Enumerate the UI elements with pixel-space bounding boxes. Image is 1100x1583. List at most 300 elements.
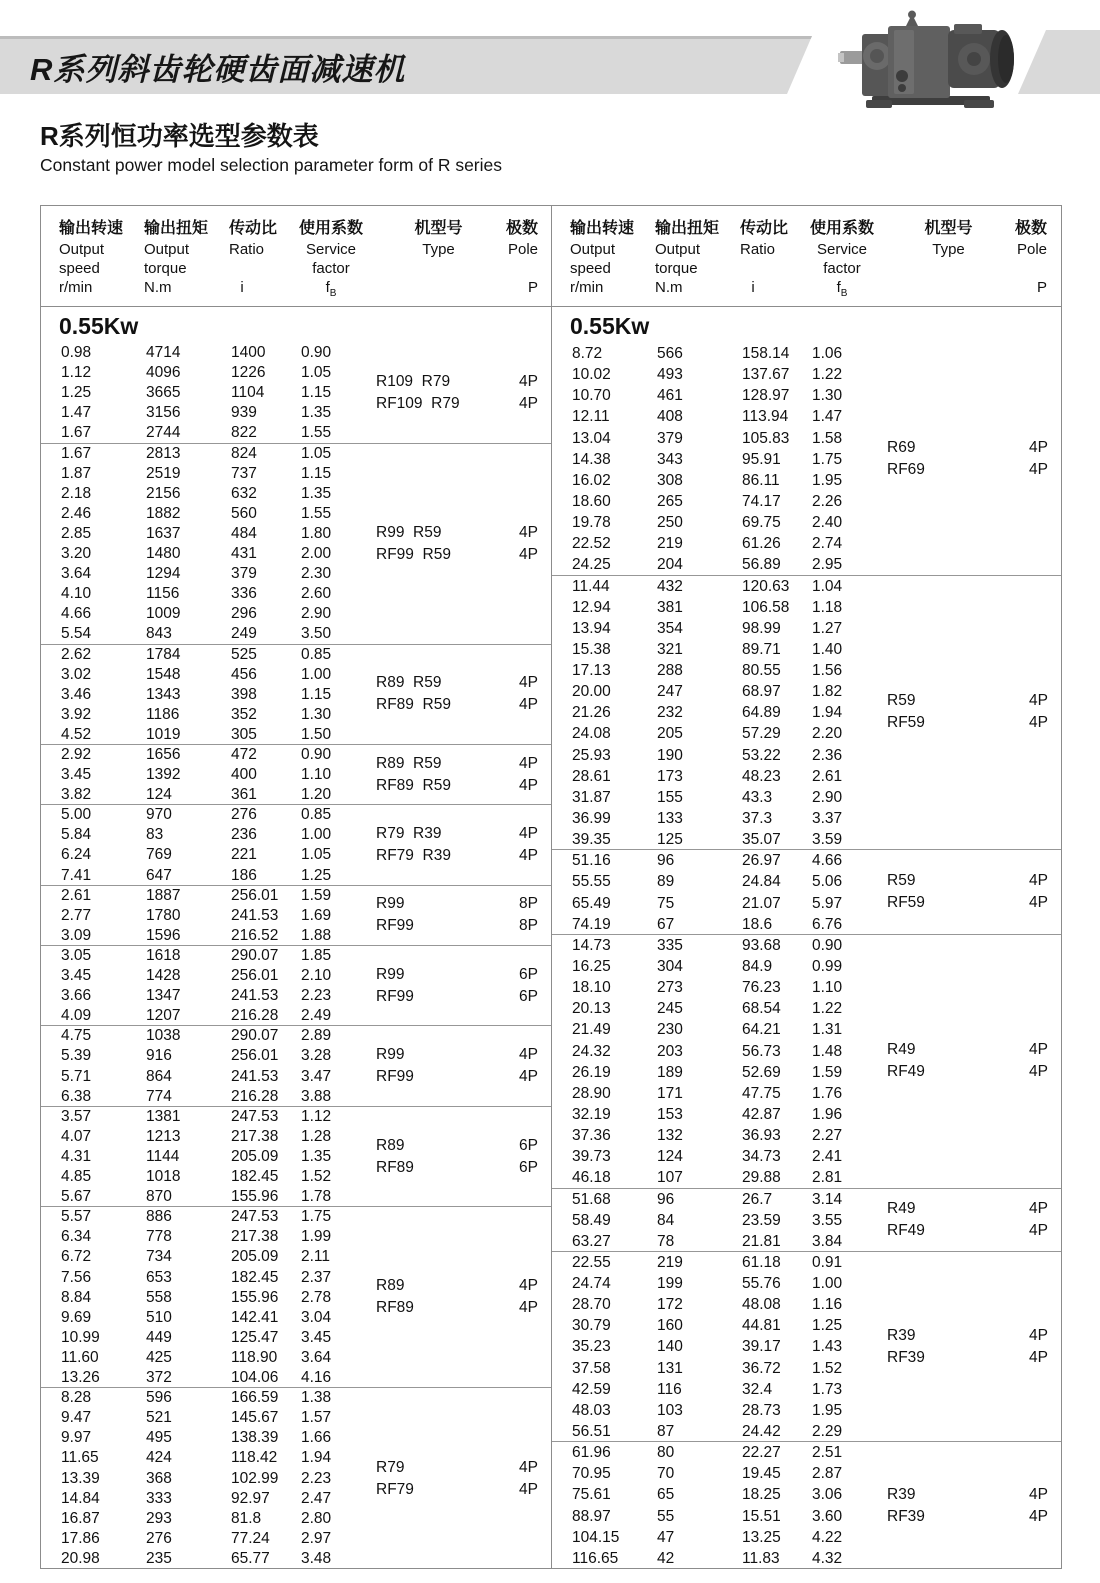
type-pole-block: [376, 371, 538, 415]
factor-cell: 1.00: [301, 826, 332, 844]
table-row: [552, 1548, 1061, 1569]
ratio-cell: 400: [231, 766, 257, 784]
factor-cell: 3.06: [812, 1486, 843, 1504]
torque-cell: 124: [146, 786, 172, 804]
table-row: [41, 1187, 551, 1207]
ratio-cell: 138.39: [231, 1429, 279, 1447]
ratio-cell: 118.90: [231, 1348, 278, 1366]
torque-cell: 67: [657, 915, 675, 933]
table-row: [552, 829, 1061, 850]
speed-cell: 56.51: [572, 1422, 611, 1440]
torque-cell: 1019: [146, 725, 181, 743]
column-header-en: factor: [312, 260, 350, 277]
type-pole-block: [376, 823, 538, 867]
speed-cell: 3.45: [61, 967, 92, 985]
speed-cell: 24.25: [572, 556, 611, 574]
type-line: [376, 1297, 538, 1319]
torque-cell: 276: [146, 1529, 172, 1547]
ratio-cell: 352: [231, 705, 257, 723]
parameter-group: [41, 946, 551, 1026]
factor-cell: 2.27: [812, 1127, 843, 1145]
pole-label: 4P: [1029, 1507, 1048, 1525]
speed-cell: 8.28: [61, 1389, 92, 1407]
torque-cell: 124: [657, 1148, 683, 1166]
torque-cell: 1656: [146, 746, 181, 763]
factor-cell: 2.51: [812, 1444, 843, 1462]
column-header-cn: 输出转速: [570, 220, 635, 237]
factor-cell: 2.30: [301, 565, 332, 583]
torque-cell: 1213: [146, 1127, 181, 1145]
factor-cell: 3.47: [301, 1067, 332, 1085]
power-section-label: 0.55Kw: [59, 313, 139, 339]
table-row: [41, 1107, 551, 1127]
speed-cell: 21.26: [572, 704, 611, 722]
speed-cell: 5.67: [61, 1188, 92, 1206]
torque-cell: 230: [657, 1021, 683, 1039]
ratio-cell: 56.89: [742, 556, 781, 574]
type-pole-block: [376, 672, 538, 716]
type-label: RF89: [376, 1158, 414, 1176]
speed-cell: 10.02: [572, 366, 611, 384]
column-header-unit: [381, 278, 496, 297]
column-header-en: [1005, 259, 1047, 278]
table-row: [552, 745, 1061, 766]
factor-cell: 1.95: [812, 471, 843, 489]
column-header-unit: $f_B$: [836, 279, 848, 299]
factor-cell: 2.78: [301, 1288, 332, 1306]
ratio-cell: 43.3: [742, 788, 773, 806]
speed-cell: 14.84: [61, 1489, 100, 1507]
ratio-cell: 24.84: [742, 873, 781, 891]
factor-cell: 1.82: [812, 683, 843, 701]
table-row: [552, 385, 1061, 406]
speed-cell: 20.13: [572, 1000, 611, 1018]
torque-cell: 1347: [146, 987, 181, 1005]
torque-cell: 864: [146, 1067, 172, 1085]
column-header: [552, 218, 637, 306]
pole-label: 6P: [519, 1158, 538, 1176]
table-row: [41, 1087, 551, 1107]
pole-label: 4P: [519, 776, 538, 794]
speed-cell: 1.12: [61, 364, 92, 382]
torque-cell: 1156: [146, 585, 180, 603]
type-line: [376, 823, 538, 845]
torque-cell: 153: [657, 1105, 683, 1123]
column-header-cn: 传动比: [740, 220, 789, 237]
torque-cell: 734: [146, 1248, 172, 1266]
column-header-unit: N.m: [144, 279, 172, 296]
column-header-en: Output: [655, 241, 701, 258]
factor-cell: 2.90: [812, 788, 843, 806]
parameter-group: [41, 645, 551, 746]
speed-cell: 19.78: [572, 514, 611, 531]
speed-cell: 1.25: [61, 384, 92, 402]
torque-cell: 1887: [146, 886, 181, 904]
table-row: [41, 444, 551, 464]
parameter-group: [41, 805, 551, 885]
ratio-cell: 44.81: [742, 1317, 781, 1335]
factor-cell: 2.23: [301, 1469, 332, 1487]
torque-cell: 843: [146, 625, 172, 643]
factor-cell: 2.37: [301, 1268, 332, 1286]
factor-cell: 2.29: [812, 1422, 843, 1440]
type-label: RF89 R59: [376, 696, 451, 714]
table-row: [552, 406, 1061, 427]
type-label: RF49: [887, 1063, 925, 1081]
column-header-en: Type: [422, 241, 455, 258]
factor-cell: 1.75: [301, 1208, 332, 1226]
speed-cell: 51.16: [572, 852, 611, 870]
factor-cell: 1.35: [301, 484, 332, 502]
type-pole-block: [887, 1325, 1048, 1369]
ratio-cell: 158.14: [742, 345, 790, 362]
ratio-cell: 81.8: [231, 1509, 262, 1527]
speed-cell: 17.86: [61, 1529, 100, 1547]
factor-cell: 1.25: [301, 866, 332, 884]
ratio-cell: 241.53: [231, 987, 279, 1005]
factor-cell: 1.40: [812, 640, 843, 658]
ratio-cell: 560: [231, 504, 257, 522]
ratio-cell: 113.94: [742, 408, 789, 426]
pole-label: 6P: [519, 987, 538, 1005]
speed-cell: 3.02: [61, 665, 92, 683]
gearmotor-image: [836, 4, 1026, 112]
speed-cell: 13.94: [572, 619, 611, 637]
torque-cell: 521: [146, 1409, 172, 1427]
torque-cell: 265: [657, 492, 683, 510]
speed-cell: 4.66: [61, 605, 92, 623]
torque-cell: 132: [657, 1127, 683, 1145]
ratio-cell: 28.73: [742, 1401, 781, 1419]
table-row: [552, 914, 1061, 935]
type-line: [887, 690, 1048, 712]
factor-cell: 2.90: [301, 605, 332, 623]
left-groups: [41, 343, 551, 1569]
pole-label: 4P: [519, 1068, 538, 1086]
column-header-en: Service: [305, 241, 357, 258]
type-line: [376, 672, 538, 694]
torque-cell: 172: [657, 1296, 683, 1314]
ratio-cell: 290.07: [231, 946, 279, 964]
parameter-group: [41, 1107, 551, 1208]
torque-cell: 1882: [146, 504, 181, 522]
torque-cell: 75: [657, 894, 675, 912]
torque-cell: 232: [657, 704, 683, 722]
speed-cell: 35.23: [572, 1338, 611, 1356]
table-row: [552, 554, 1061, 575]
type-line: [887, 1325, 1048, 1347]
column-header-unit: [892, 278, 1005, 297]
type-line: [376, 964, 538, 986]
type-line: [376, 775, 538, 797]
factor-cell: 2.87: [812, 1465, 843, 1483]
type-line: [376, 845, 538, 867]
ratio-cell: 36.93: [742, 1127, 781, 1145]
speed-cell: 3.45: [61, 766, 92, 784]
factor-cell: 1.15: [301, 685, 332, 703]
torque-cell: 3665: [146, 384, 181, 402]
speed-cell: 18.60: [572, 492, 611, 510]
factor-cell: 1.58: [812, 429, 843, 447]
ratio-cell: 95.91: [742, 450, 781, 468]
type-label: RF79: [376, 1480, 414, 1498]
type-label: RF89: [376, 1299, 414, 1317]
ratio-cell: 48.23: [742, 767, 781, 785]
ratio-cell: 305: [231, 725, 257, 743]
column-header-en: torque: [144, 260, 187, 277]
table-row: [552, 956, 1061, 977]
ratio-cell: 137.67: [742, 366, 790, 384]
factor-cell: 0.85: [301, 806, 332, 824]
page-banner-title: R系列斜齿轮硬齿面减速机: [30, 52, 406, 87]
table-row: [552, 1463, 1061, 1484]
table-row: [552, 1167, 1061, 1188]
ratio-cell: 216.28: [231, 1007, 279, 1025]
factor-cell: 1.57: [301, 1409, 332, 1427]
factor-cell: 2.97: [301, 1529, 332, 1547]
speed-cell: 28.61: [572, 767, 611, 785]
torque-cell: 2519: [146, 464, 181, 482]
torque-cell: 1428: [146, 967, 181, 985]
type-line: [376, 986, 538, 1008]
table-row: [41, 584, 551, 604]
speed-cell: 48.03: [572, 1401, 611, 1419]
table-body: [41, 307, 1061, 1569]
ratio-cell: 47.75: [742, 1084, 781, 1102]
pole-label: 4P: [1029, 1348, 1048, 1366]
torque-cell: 596: [146, 1389, 172, 1407]
speed-cell: 26.19: [572, 1063, 611, 1081]
factor-cell: 1.31: [812, 1021, 843, 1039]
speed-cell: 4.52: [61, 725, 92, 743]
ratio-cell: 247.53: [231, 1208, 279, 1226]
speed-cell: 1.47: [61, 404, 92, 422]
speed-cell: 63.27: [572, 1232, 611, 1250]
ratio-cell: 69.75: [742, 514, 781, 531]
speed-cell: 31.87: [572, 788, 611, 806]
ratio-cell: 13.25: [742, 1528, 781, 1546]
factor-cell: 1.22: [812, 1000, 843, 1018]
torque-cell: 133: [657, 809, 683, 827]
ratio-cell: 76.23: [742, 979, 781, 997]
column-header-en: Output: [570, 241, 616, 258]
torque-cell: 203: [657, 1042, 683, 1060]
torque-cell: 70: [657, 1465, 675, 1483]
parameter-group: [41, 343, 551, 444]
factor-cell: 1.50: [301, 725, 332, 743]
ratio-cell: 939: [231, 404, 257, 422]
ratio-cell: 456: [231, 665, 257, 683]
type-label: R49: [887, 1041, 916, 1059]
column-header-cn: 输出转速: [59, 220, 124, 237]
torque-cell: 171: [657, 1084, 683, 1102]
factor-cell: 1.10: [301, 766, 332, 784]
column-header: [381, 218, 496, 306]
type-label: R69: [887, 438, 916, 456]
type-label: RF59: [887, 894, 925, 912]
type-pole-block: [887, 437, 1048, 481]
table-row: [552, 576, 1061, 597]
speed-cell: 3.82: [61, 786, 92, 804]
table-row: [552, 850, 1061, 871]
factor-cell: 1.12: [301, 1107, 332, 1125]
ratio-cell: 11.83: [742, 1549, 780, 1567]
table-row: [552, 1294, 1061, 1315]
torque-cell: 87: [657, 1422, 675, 1440]
ratio-cell: 106.58: [742, 598, 790, 616]
ratio-cell: 125.47: [231, 1328, 279, 1346]
speed-cell: 2.85: [61, 524, 92, 542]
type-label: R59: [887, 872, 916, 890]
type-line: [887, 1198, 1048, 1220]
ratio-cell: 290.07: [231, 1027, 279, 1045]
ratio-cell: 431: [231, 544, 257, 562]
column-header-unit: i: [240, 279, 244, 296]
speed-cell: 36.99: [572, 809, 611, 827]
factor-cell: 1.80: [301, 524, 332, 542]
torque-cell: 3156: [146, 404, 181, 422]
factor-cell: 1.52: [812, 1359, 843, 1377]
type-line: [376, 371, 538, 393]
ratio-cell: 86.11: [742, 471, 780, 489]
factor-cell: 2.74: [812, 535, 843, 553]
factor-cell: 2.61: [812, 767, 843, 785]
torque-cell: 558: [146, 1288, 172, 1306]
torque-cell: 273: [657, 979, 683, 997]
type-line: [887, 1506, 1048, 1528]
torque-cell: 189: [657, 1063, 683, 1081]
torque-cell: 886: [146, 1208, 172, 1226]
type-line: [376, 893, 538, 915]
table-row: [552, 618, 1061, 639]
torque-cell: 379: [657, 429, 683, 447]
column-header-unit: N.m: [655, 279, 683, 296]
torque-cell: 2156: [146, 484, 181, 502]
torque-cell: 425: [146, 1348, 172, 1366]
factor-cell: 3.55: [812, 1211, 843, 1229]
ratio-cell: 155.96: [231, 1188, 279, 1206]
torque-cell: 83: [146, 826, 164, 844]
factor-cell: 1.95: [812, 1401, 843, 1419]
ratio-cell: 205.09: [231, 1248, 279, 1266]
speed-cell: 21.49: [572, 1021, 611, 1039]
column-header-en: Ratio: [229, 241, 265, 258]
pole-label: 4P: [1029, 692, 1048, 710]
ratio-cell: 241.53: [231, 906, 279, 924]
table-header-right: [551, 206, 1060, 306]
torque-cell: 343: [657, 450, 683, 468]
speed-cell: 6.38: [61, 1087, 92, 1105]
factor-cell: 1.59: [812, 1063, 843, 1081]
ratio-cell: 89.71: [742, 640, 781, 658]
table-row: [552, 977, 1061, 998]
factor-cell: 3.37: [812, 809, 843, 827]
speed-cell: 11.60: [61, 1348, 99, 1366]
speed-cell: 24.08: [572, 725, 611, 743]
parameter-group: [552, 343, 1061, 576]
table-row: [41, 1529, 551, 1549]
ratio-cell: 65.77: [231, 1549, 270, 1567]
ratio-cell: 22.27: [742, 1444, 781, 1462]
type-pole-block: [376, 893, 538, 937]
factor-cell: 1.96: [812, 1105, 843, 1123]
speed-cell: 22.52: [572, 535, 611, 553]
type-line: [887, 437, 1048, 459]
ratio-cell: 35.07: [742, 831, 781, 849]
factor-cell: 0.90: [301, 746, 332, 763]
table-row: [41, 564, 551, 584]
column-header-en: Service: [816, 241, 868, 258]
section-title-cn: R系列恒功率选型参数表: [40, 121, 319, 151]
ratio-cell: 249: [231, 625, 257, 643]
parameter-group: [552, 576, 1061, 851]
pole-label: 4P: [1029, 1326, 1048, 1344]
column-header-en: Ratio: [740, 241, 776, 258]
ratio-cell: 128.97: [742, 387, 790, 405]
speed-cell: 3.64: [61, 565, 92, 583]
factor-cell: 1.25: [812, 1317, 843, 1335]
torque-cell: 96: [657, 852, 675, 870]
torque-cell: 4714: [146, 344, 181, 361]
ratio-cell: 216.28: [231, 1087, 279, 1105]
speed-cell: 5.57: [61, 1208, 92, 1226]
ratio-cell: 15.51: [742, 1507, 781, 1525]
torque-cell: 2744: [146, 424, 181, 442]
ratio-cell: 29.88: [742, 1169, 781, 1187]
header-band-accent: [1018, 30, 1100, 94]
parameter-group: [41, 1026, 551, 1106]
type-label: RF39: [887, 1507, 925, 1525]
parameter-group: [41, 1207, 551, 1388]
table-row: [552, 1400, 1061, 1421]
table-row: [41, 464, 551, 484]
torque-cell: 304: [657, 958, 683, 976]
type-pole-block: [887, 1484, 1048, 1528]
torque-cell: 288: [657, 662, 683, 680]
ratio-cell: 361: [231, 786, 257, 804]
type-pole-block: [887, 870, 1048, 914]
torque-cell: 219: [657, 535, 683, 553]
column-header: [41, 218, 126, 306]
torque-cell: 235: [146, 1549, 172, 1567]
table-row: [41, 1227, 551, 1247]
speed-cell: 24.32: [572, 1042, 611, 1060]
pole-label: 4P: [1029, 714, 1048, 732]
type-line: [887, 459, 1048, 481]
torque-cell: 1637: [146, 524, 181, 542]
ratio-cell: 336: [231, 585, 257, 603]
table-row: [552, 1379, 1061, 1400]
torque-cell: 335: [657, 936, 683, 954]
factor-cell: 1.75: [812, 450, 843, 468]
factor-cell: 1.52: [301, 1168, 332, 1186]
speed-cell: 70.95: [572, 1465, 611, 1483]
column-header-en: Type: [932, 241, 965, 258]
factor-cell: 1.00: [812, 1275, 843, 1293]
pole-label: 4P: [1029, 894, 1048, 912]
pole-label: 4P: [1029, 872, 1048, 890]
column-header-cn: 极数: [1014, 220, 1047, 237]
speed-cell: 65.49: [572, 894, 611, 912]
torque-cell: 199: [657, 1275, 683, 1293]
speed-cell: 11.44: [572, 577, 610, 595]
factor-cell: 3.48: [301, 1549, 332, 1567]
torque-cell: 354: [657, 619, 683, 637]
type-pole-block: [887, 1198, 1048, 1242]
ratio-cell: 484: [231, 524, 257, 542]
ratio-cell: 398: [231, 685, 257, 703]
torque-cell: 1548: [146, 665, 181, 683]
